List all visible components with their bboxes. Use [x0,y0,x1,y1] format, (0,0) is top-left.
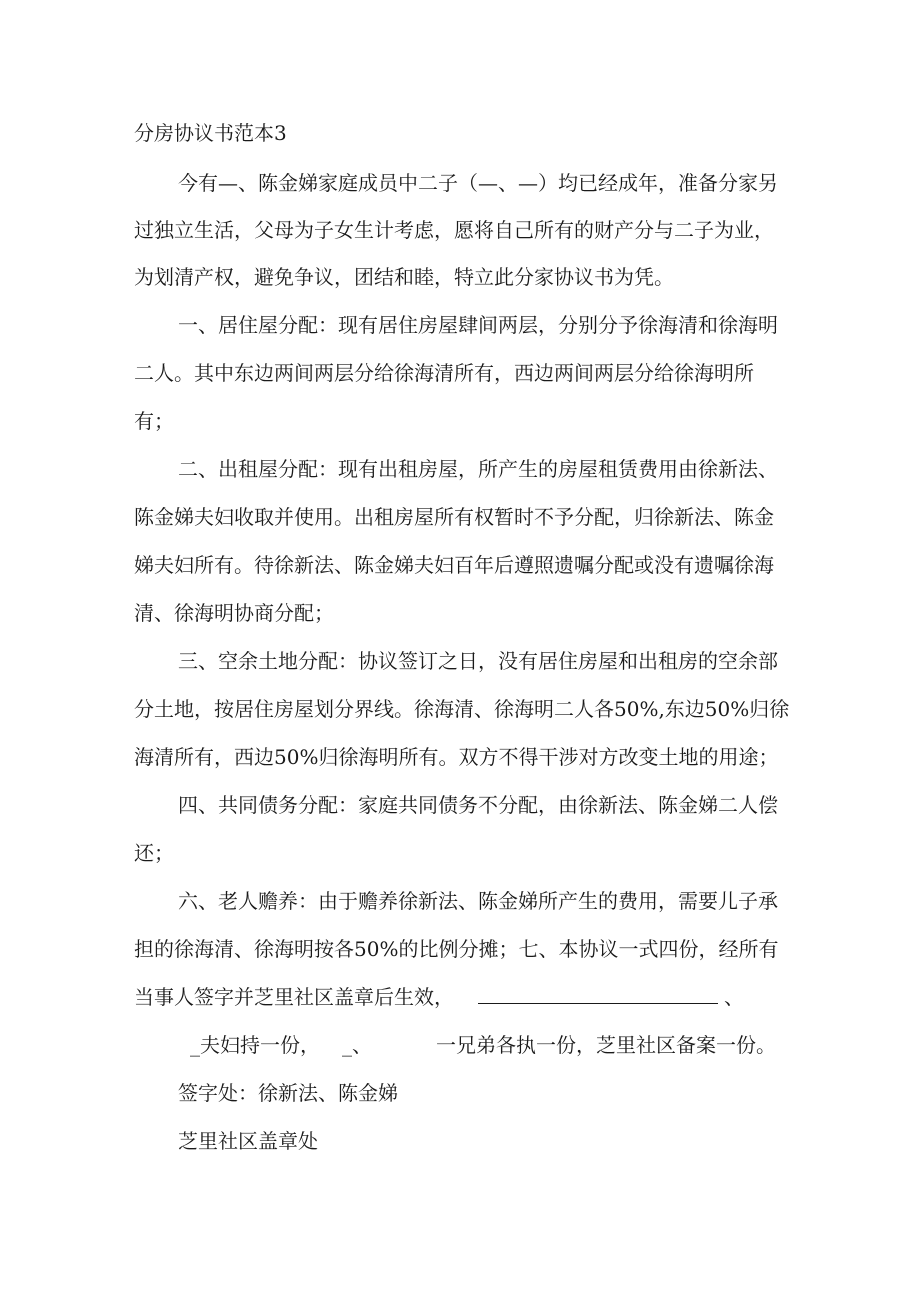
section6-line-3-text: 当事人签字并芝里社区盖章后生效， [134,985,454,1009]
section6-line-4-part-a: _夫妇持一份， [190,1033,320,1057]
section6-line-4-part-c: 一兄弟各执一份，芝里社区备案一份。 [436,1033,776,1057]
section3-line-3: 海清所有，西边50%归徐海明所有。双方不得干涉对方改变土地的用途； [134,745,779,769]
section1-line-2: 二人。其中东边两间两层分给徐海清所有，西边两间两层分给徐海明所 [134,361,754,385]
intro-line-1: 今有—、陈金娣家庭成员中二子（—、—）均已经成年，准备分家另 [178,171,778,195]
section4-line-1: 四、共同债务分配：家庭共同债务不分配，由徐新法、陈金娣二人偿 [178,793,778,817]
section3-line-1: 三、空余土地分配：协议签订之日，没有居住房屋和出租房的空余部 [178,649,778,673]
intro-line-2: 过独立生活，父母为子女生计考虑，愿将自己所有的财产分与二子为业， [134,218,774,242]
section1-line-1: 一、居住屋分配：现有居住房屋肆间两层，分别分予徐海清和徐海明 [178,313,778,337]
section2-line-4: 清、徐海明协商分配； [134,601,334,625]
document-title: 分房协议书范本3 [134,121,287,145]
section6-line-2: 担的徐海清、徐海明按各50%的比例分摊；七、本协议一式四份，经所有 [134,937,779,961]
section1-line-3: 有； [134,409,174,433]
section3-line-2: 分土地，按居住房屋划分界线。徐海清、徐海明二人各50%,东边50%归徐 [134,697,790,721]
section2-line-3: 娣夫妇所有。待徐新法、陈金娣夫妇百年后遵照遗嘱分配或没有遗嘱徐海 [134,553,774,577]
section6-line-3 [134,985,744,1009]
signature-blank-line [478,985,718,1004]
section6-line-3-comma: 、 [724,985,744,1009]
section6-line-4 [190,1033,776,1057]
intro-line-3: 为划清产权，避免争议，团结和睦，特立此分家协议书为凭。 [134,265,674,289]
signature-line: 签字处：徐新法、陈金娣 [178,1081,398,1105]
section6-line-4-part-b: _、 [342,1033,372,1057]
section6-line-1: 六、老人赡养：由于赡养徐新法、陈金娣所产生的费用，需要儿子承 [178,889,778,913]
section2-line-1: 二、出租屋分配：现有出租房屋，所产生的房屋租赁费用由徐新法、 [178,457,778,481]
section4-line-2: 还； [134,841,174,865]
section2-line-2: 陈金娣夫妇收取并使用。出租房屋所有权暂时不予分配，归徐新法、陈金 [134,505,774,529]
seal-line: 芝里社区盖章处 [178,1129,318,1153]
